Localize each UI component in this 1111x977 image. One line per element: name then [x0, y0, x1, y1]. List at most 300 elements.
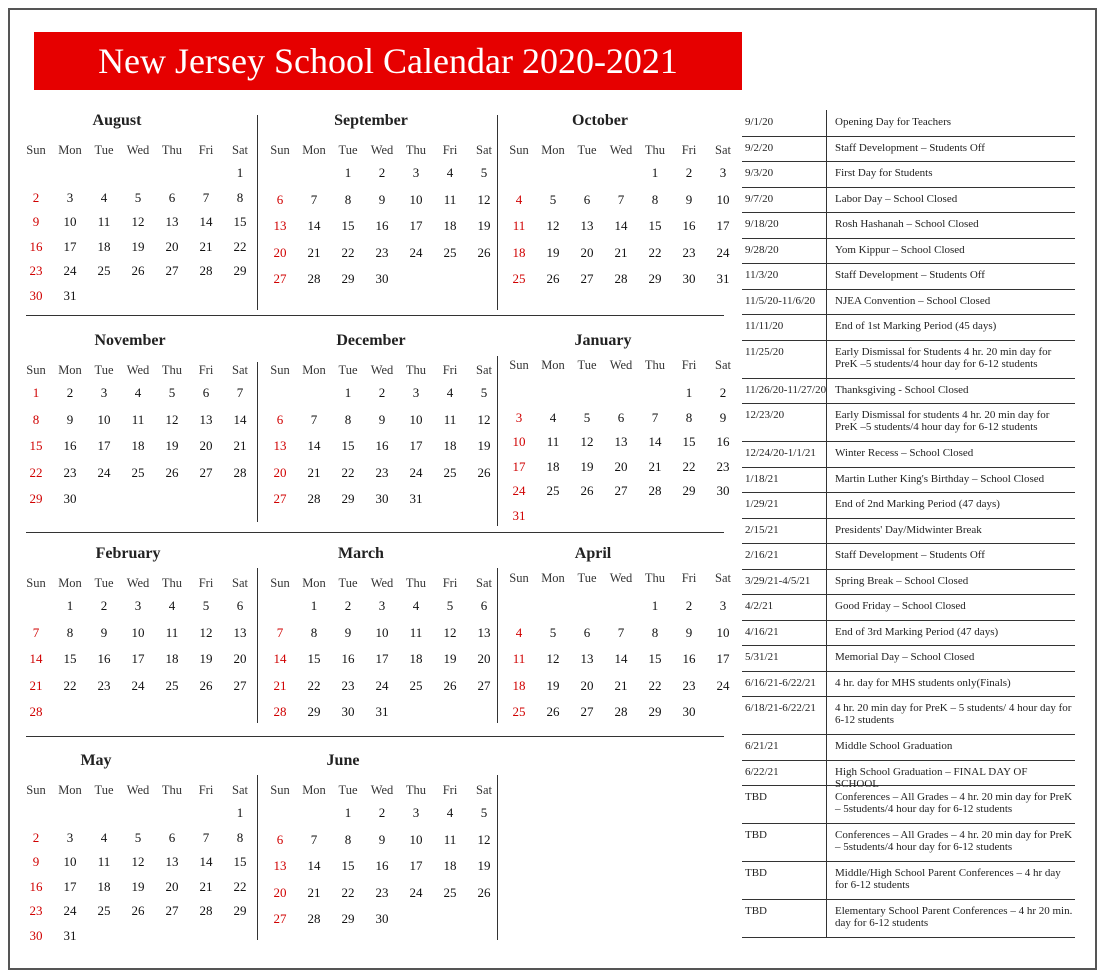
date-cell: 25 — [409, 677, 423, 693]
date-cell: 16 — [97, 651, 111, 666]
event-date: 11/26/20-11/27/20 — [745, 383, 827, 396]
date-cell: 26 — [546, 704, 560, 719]
date-cell: 30 — [375, 271, 389, 286]
date-cell: 20 — [199, 438, 213, 453]
day-header: Mon — [58, 576, 82, 590]
date-cell: 31 — [716, 271, 730, 286]
date-cell: 24 — [409, 884, 423, 900]
date-cell: 2 — [344, 598, 352, 613]
day-header: Wed — [609, 358, 633, 372]
day-header: Wed — [126, 143, 150, 157]
date-cell: 2 — [32, 189, 40, 205]
event-description: Memorial Day – School Closed — [835, 651, 975, 663]
event-date: 9/1/20 — [745, 116, 774, 128]
date-cell: 25 — [512, 271, 526, 286]
date-cell: 4 — [515, 624, 523, 640]
day-header: Wed — [370, 783, 394, 797]
date-cell: 11 — [97, 214, 111, 229]
divider — [497, 115, 498, 310]
date-cell: 16 — [716, 434, 730, 449]
date-cell: 15 — [648, 218, 662, 233]
day-header: Mon — [58, 363, 82, 377]
date-cell: 24 — [97, 464, 111, 480]
date-cell: 13 — [580, 218, 594, 233]
date-cell: 12 — [580, 434, 594, 449]
date-cell: 14 — [307, 218, 321, 233]
date-cell: 29 — [341, 271, 355, 286]
date-cell: 10 — [409, 191, 423, 207]
event-date: 9/2/20 — [745, 141, 774, 154]
event-row — [742, 492, 1075, 519]
day-header: Tue — [577, 358, 597, 372]
date-cell: 25 — [165, 677, 179, 693]
date-cell: 21 — [199, 878, 213, 894]
date-cell: 16 — [29, 878, 43, 894]
date-cell: 1 — [32, 385, 40, 400]
month-name: October — [572, 112, 628, 129]
date-cell: 1 — [236, 165, 244, 180]
date-cell: 8 — [66, 624, 74, 640]
date-cell: 8 — [236, 189, 244, 205]
event-date: 1/18/21 — [745, 472, 779, 485]
date-cell: 24 — [512, 483, 526, 498]
date-cell: 23 — [716, 458, 730, 474]
event-description: Staff Development – Students Off — [835, 269, 985, 281]
event-description: High School Graduation – FINAL DAY OF SCHOOL — [835, 765, 1028, 790]
event-row — [742, 212, 1075, 239]
day-header: Sat — [232, 576, 248, 590]
date-cell: 19 — [199, 651, 213, 666]
date-cell: 11 — [512, 651, 526, 666]
date-cell: 4 — [100, 829, 108, 845]
date-cell: 19 — [477, 438, 491, 453]
day-header: Fri — [198, 783, 214, 797]
month-name: September — [334, 112, 408, 129]
date-cell: 25 — [97, 903, 111, 918]
event-row — [742, 861, 1075, 900]
event-description: Opening Day for Teachers — [835, 116, 952, 128]
date-cell: 2 — [100, 598, 108, 613]
date-cell: 14 — [273, 651, 287, 666]
event-row — [742, 823, 1075, 862]
date-cell: 27 — [199, 464, 213, 480]
event-description: Good Friday – School Closed — [835, 600, 966, 612]
date-cell: 16 — [682, 218, 696, 233]
date-cell: 19 — [546, 677, 560, 693]
date-cell: 27 — [233, 677, 247, 693]
date-cell: 28 — [648, 483, 662, 498]
date-cell: 8 — [310, 624, 318, 640]
date-cell: 16 — [375, 858, 389, 873]
date-cell: 8 — [651, 191, 659, 207]
month-name: March — [338, 545, 384, 562]
day-header: Wed — [370, 143, 394, 157]
month-name: December — [336, 332, 406, 349]
date-cell: 9 — [378, 191, 386, 207]
date-cell: 3 — [100, 385, 108, 400]
date-cell: 7 — [310, 411, 318, 427]
day-header: Fri — [681, 143, 697, 157]
date-cell: 26 — [546, 271, 560, 286]
date-cell: 29 — [648, 271, 662, 286]
date-cell: 6 — [276, 411, 284, 427]
date-cell: 23 — [682, 244, 696, 260]
date-cell: 20 — [273, 464, 287, 480]
date-cell: 26 — [477, 244, 491, 260]
date-cell: 7 — [310, 191, 318, 207]
event-description: Middle School Graduation — [835, 740, 953, 752]
event-date: 9/7/20 — [745, 192, 774, 205]
date-cell: 12 — [477, 191, 491, 207]
date-cell: 7 — [276, 624, 284, 640]
date-cell: 2 — [378, 805, 386, 820]
event-description: Staff Development – Students Off — [835, 549, 985, 561]
date-cell: 29 — [233, 263, 247, 278]
date-cell: 5 — [549, 191, 557, 207]
day-header: Mon — [58, 783, 82, 797]
date-cell: 16 — [63, 438, 77, 453]
day-header: Sun — [26, 143, 46, 157]
event-date: TBD — [745, 791, 767, 803]
date-cell: 3 — [719, 598, 727, 613]
date-cell: 28 — [199, 263, 213, 278]
event-row — [742, 645, 1075, 672]
day-header: Tue — [338, 783, 358, 797]
day-header: Sun — [509, 571, 529, 585]
date-cell: 7 — [202, 189, 210, 205]
event-description: End of 2nd Marking Period (47 days) — [835, 498, 1000, 510]
day-header: Sat — [232, 783, 248, 797]
date-cell: 12 — [477, 411, 491, 427]
date-cell: 10 — [409, 831, 423, 847]
event-description: Thanksgiving - School Closed — [835, 383, 969, 396]
date-cell: 2 — [66, 385, 74, 400]
day-header: Wed — [126, 363, 150, 377]
date-cell: 22 — [648, 244, 662, 260]
date-cell: 13 — [165, 214, 179, 229]
day-header: Tue — [338, 363, 358, 377]
date-cell: 30 — [29, 927, 43, 943]
date-cell: 22 — [29, 464, 43, 480]
day-header: Fri — [442, 576, 458, 590]
date-cell: 19 — [131, 878, 145, 894]
date-cell: 28 — [614, 704, 628, 719]
date-cell: 22 — [233, 238, 247, 254]
day-header: Fri — [681, 571, 697, 585]
day-header: Thu — [161, 143, 183, 157]
date-cell: 7 — [651, 409, 659, 425]
event-date: TBD — [745, 905, 767, 917]
date-cell: 15 — [233, 214, 247, 229]
date-cell: 25 — [131, 464, 145, 480]
date-cell: 27 — [273, 271, 287, 286]
date-cell: 22 — [341, 884, 355, 900]
date-cell: 11 — [97, 854, 111, 869]
date-cell: 1 — [310, 598, 318, 613]
date-cell: 29 — [341, 911, 355, 926]
date-cell: 20 — [165, 238, 179, 254]
date-cell: 13 — [273, 858, 287, 873]
date-cell: 24 — [131, 677, 145, 693]
date-cell: 15 — [307, 651, 321, 666]
date-cell: 17 — [409, 438, 423, 453]
date-cell: 11 — [165, 624, 179, 640]
day-header: Fri — [681, 358, 697, 372]
event-date: 6/22/21 — [745, 765, 779, 778]
day-header: Wed — [126, 576, 150, 590]
date-cell: 25 — [443, 884, 457, 900]
date-cell: 18 — [546, 458, 560, 474]
date-cell: 25 — [512, 704, 526, 719]
divider — [257, 362, 258, 522]
date-cell: 3 — [66, 829, 74, 845]
day-header: Thu — [405, 363, 427, 377]
date-cell: 2 — [378, 385, 386, 400]
date-cell: 2 — [378, 165, 386, 180]
day-header: Thu — [161, 783, 183, 797]
date-cell: 30 — [375, 491, 389, 506]
event-date: 12/24/20-1/1/21 — [745, 447, 816, 459]
date-cell: 30 — [716, 483, 730, 498]
event-row — [742, 785, 1075, 824]
event-row — [742, 378, 1075, 405]
date-cell: 12 — [165, 411, 179, 427]
date-cell: 31 — [375, 704, 389, 719]
event-date: 9/28/20 — [745, 243, 779, 256]
event-description: End of 3rd Marking Period (47 days) — [835, 625, 999, 638]
date-cell: 11 — [443, 411, 457, 427]
date-cell: 12 — [443, 624, 457, 640]
date-cell: 2 — [32, 829, 40, 845]
date-cell: 4 — [446, 165, 454, 180]
date-cell: 23 — [375, 884, 389, 900]
date-cell: 20 — [580, 677, 594, 693]
date-cell: 30 — [682, 271, 696, 286]
date-cell: 26 — [477, 464, 491, 480]
divider — [26, 736, 724, 737]
date-cell: 19 — [546, 244, 560, 260]
date-cell: 31 — [512, 507, 526, 523]
date-cell: 24 — [716, 244, 730, 260]
divider — [26, 532, 724, 533]
date-cell: 7 — [202, 829, 210, 845]
date-cell: 10 — [63, 214, 77, 229]
event-row — [742, 314, 1075, 341]
date-cell: 4 — [100, 189, 108, 205]
day-header: Sat — [476, 363, 492, 377]
date-cell: 4 — [549, 409, 557, 425]
day-header: Sun — [270, 363, 290, 377]
event-row — [742, 760, 1075, 790]
day-header: Thu — [644, 358, 666, 372]
date-cell: 24 — [409, 244, 423, 260]
event-description: Martin Luther King's Birthday – School Closed — [835, 472, 1045, 485]
day-header: Sat — [476, 576, 492, 590]
date-cell: 7 — [310, 831, 318, 847]
date-cell: 24 — [375, 677, 389, 693]
date-cell: 6 — [480, 598, 488, 613]
date-cell: 12 — [546, 218, 560, 233]
event-date: 11/11/20 — [745, 320, 784, 332]
date-cell: 15 — [341, 858, 355, 873]
event-row — [742, 671, 1075, 698]
date-cell: 21 — [307, 244, 321, 260]
day-header: Tue — [338, 143, 358, 157]
date-cell: 17 — [375, 651, 389, 666]
date-cell: 11 — [409, 624, 423, 640]
date-cell: 19 — [477, 218, 491, 233]
date-cell: 1 — [236, 805, 244, 820]
date-cell: 1 — [651, 165, 659, 180]
date-cell: 24 — [63, 263, 77, 278]
date-cell: 25 — [97, 263, 111, 278]
date-cell: 27 — [580, 704, 594, 719]
date-cell: 22 — [63, 677, 77, 693]
date-cell: 8 — [344, 831, 352, 847]
event-description: Conferences – All Grades – 4 hr. 20 min day for PreK – 5students/4 hour day for 6-12 students — [835, 829, 1073, 853]
event-date: 6/16/21-6/22/21 — [745, 676, 816, 689]
date-cell: 16 — [29, 238, 43, 254]
event-description: Spring Break – School Closed — [835, 574, 969, 587]
day-header: Sun — [270, 576, 290, 590]
event-date: 4/2/21 — [745, 600, 774, 612]
event-date: 11/5/20-11/6/20 — [745, 294, 816, 307]
date-cell: 6 — [617, 409, 625, 425]
date-cell: 18 — [443, 858, 457, 873]
date-cell: 4 — [446, 385, 454, 400]
date-cell: 15 — [63, 651, 77, 666]
date-cell: 12 — [199, 624, 213, 640]
date-cell: 6 — [276, 191, 284, 207]
day-header: Thu — [405, 576, 427, 590]
date-cell: 3 — [378, 598, 386, 613]
month-name: April — [574, 545, 612, 562]
date-cell: 3 — [412, 805, 420, 820]
day-header: Tue — [577, 143, 597, 157]
date-cell: 9 — [32, 854, 40, 869]
month-name: June — [326, 752, 360, 769]
date-cell: 13 — [273, 218, 287, 233]
event-date: 2/15/21 — [745, 523, 779, 536]
date-cell: 24 — [409, 464, 423, 480]
date-cell: 15 — [29, 438, 43, 453]
date-cell: 28 — [307, 271, 321, 286]
event-row — [742, 441, 1075, 468]
day-header: Thu — [405, 783, 427, 797]
date-cell: 6 — [168, 829, 176, 845]
date-cell: 23 — [375, 464, 389, 480]
date-cell: 21 — [307, 464, 321, 480]
date-cell: 17 — [63, 878, 77, 894]
date-cell: 14 — [307, 858, 321, 873]
date-cell: 10 — [409, 411, 423, 427]
date-cell: 3 — [66, 189, 74, 205]
date-cell: 26 — [199, 677, 213, 693]
date-cell: 28 — [307, 911, 321, 926]
date-cell: 30 — [682, 704, 696, 719]
event-date: 4/16/21 — [745, 625, 779, 638]
date-cell: 15 — [648, 651, 662, 666]
date-cell: 14 — [614, 218, 628, 233]
event-row — [742, 467, 1075, 494]
date-cell: 10 — [131, 624, 145, 640]
date-cell: 17 — [512, 458, 526, 474]
date-cell: 7 — [236, 385, 244, 400]
date-cell: 27 — [165, 903, 179, 918]
event-date: 1/29/21 — [745, 498, 779, 510]
event-row — [742, 110, 1075, 137]
day-header: Sun — [270, 143, 290, 157]
event-description: Rosh Hashanah – School Closed — [835, 218, 979, 230]
date-cell: 18 — [409, 651, 423, 666]
date-cell: 11 — [443, 191, 457, 207]
date-cell: 4 — [134, 385, 142, 400]
date-cell: 1 — [66, 598, 74, 613]
date-cell: 2 — [719, 385, 727, 400]
event-date: 6/21/21 — [745, 740, 779, 752]
date-cell: 12 — [131, 214, 145, 229]
date-cell: 3 — [515, 409, 523, 425]
date-cell: 5 — [202, 598, 210, 613]
event-row — [742, 136, 1075, 163]
event-date: 12/23/20 — [745, 409, 785, 421]
event-date: 6/18/21-6/22/21 — [745, 702, 816, 714]
event-date: 5/31/21 — [745, 651, 779, 663]
date-cell: 14 — [614, 651, 628, 666]
date-cell: 1 — [344, 165, 352, 180]
date-cell: 4 — [446, 805, 454, 820]
date-cell: 31 — [63, 927, 77, 943]
day-header: Thu — [644, 571, 666, 585]
date-cell: 12 — [131, 854, 145, 869]
date-cell: 15 — [341, 218, 355, 233]
date-cell: 25 — [546, 483, 560, 498]
date-cell: 9 — [719, 409, 727, 425]
event-description: Elementary School Parent Conferences – 4 hr 20 min. day for 6-12 students — [835, 905, 1073, 929]
date-cell: 3 — [412, 165, 420, 180]
date-cell: 31 — [409, 491, 423, 506]
day-header: Fri — [442, 363, 458, 377]
day-header: Thu — [644, 143, 666, 157]
date-cell: 27 — [165, 263, 179, 278]
event-row — [742, 569, 1075, 596]
date-cell: 14 — [307, 438, 321, 453]
date-cell: 18 — [443, 438, 457, 453]
date-cell: 28 — [233, 464, 247, 480]
event-date: 11/25/20 — [745, 345, 784, 358]
date-cell: 15 — [682, 434, 696, 449]
date-cell: 15 — [233, 854, 247, 869]
date-cell: 9 — [100, 624, 108, 640]
date-cell: 9 — [685, 191, 693, 207]
date-cell: 10 — [716, 191, 730, 207]
date-cell: 5 — [134, 189, 142, 205]
date-cell: 20 — [477, 651, 491, 666]
event-date: 9/18/20 — [745, 218, 779, 230]
date-cell: 20 — [614, 458, 628, 474]
event-row — [742, 238, 1075, 265]
month-name: May — [80, 752, 112, 769]
date-cell: 5 — [134, 829, 142, 845]
day-header: Thu — [161, 363, 183, 377]
day-header: Tue — [338, 576, 358, 590]
date-cell: 28 — [614, 271, 628, 286]
date-cell: 17 — [409, 858, 423, 873]
day-header: Mon — [302, 363, 326, 377]
day-header: Wed — [370, 576, 394, 590]
date-cell: 18 — [443, 218, 457, 233]
date-cell: 30 — [375, 911, 389, 926]
